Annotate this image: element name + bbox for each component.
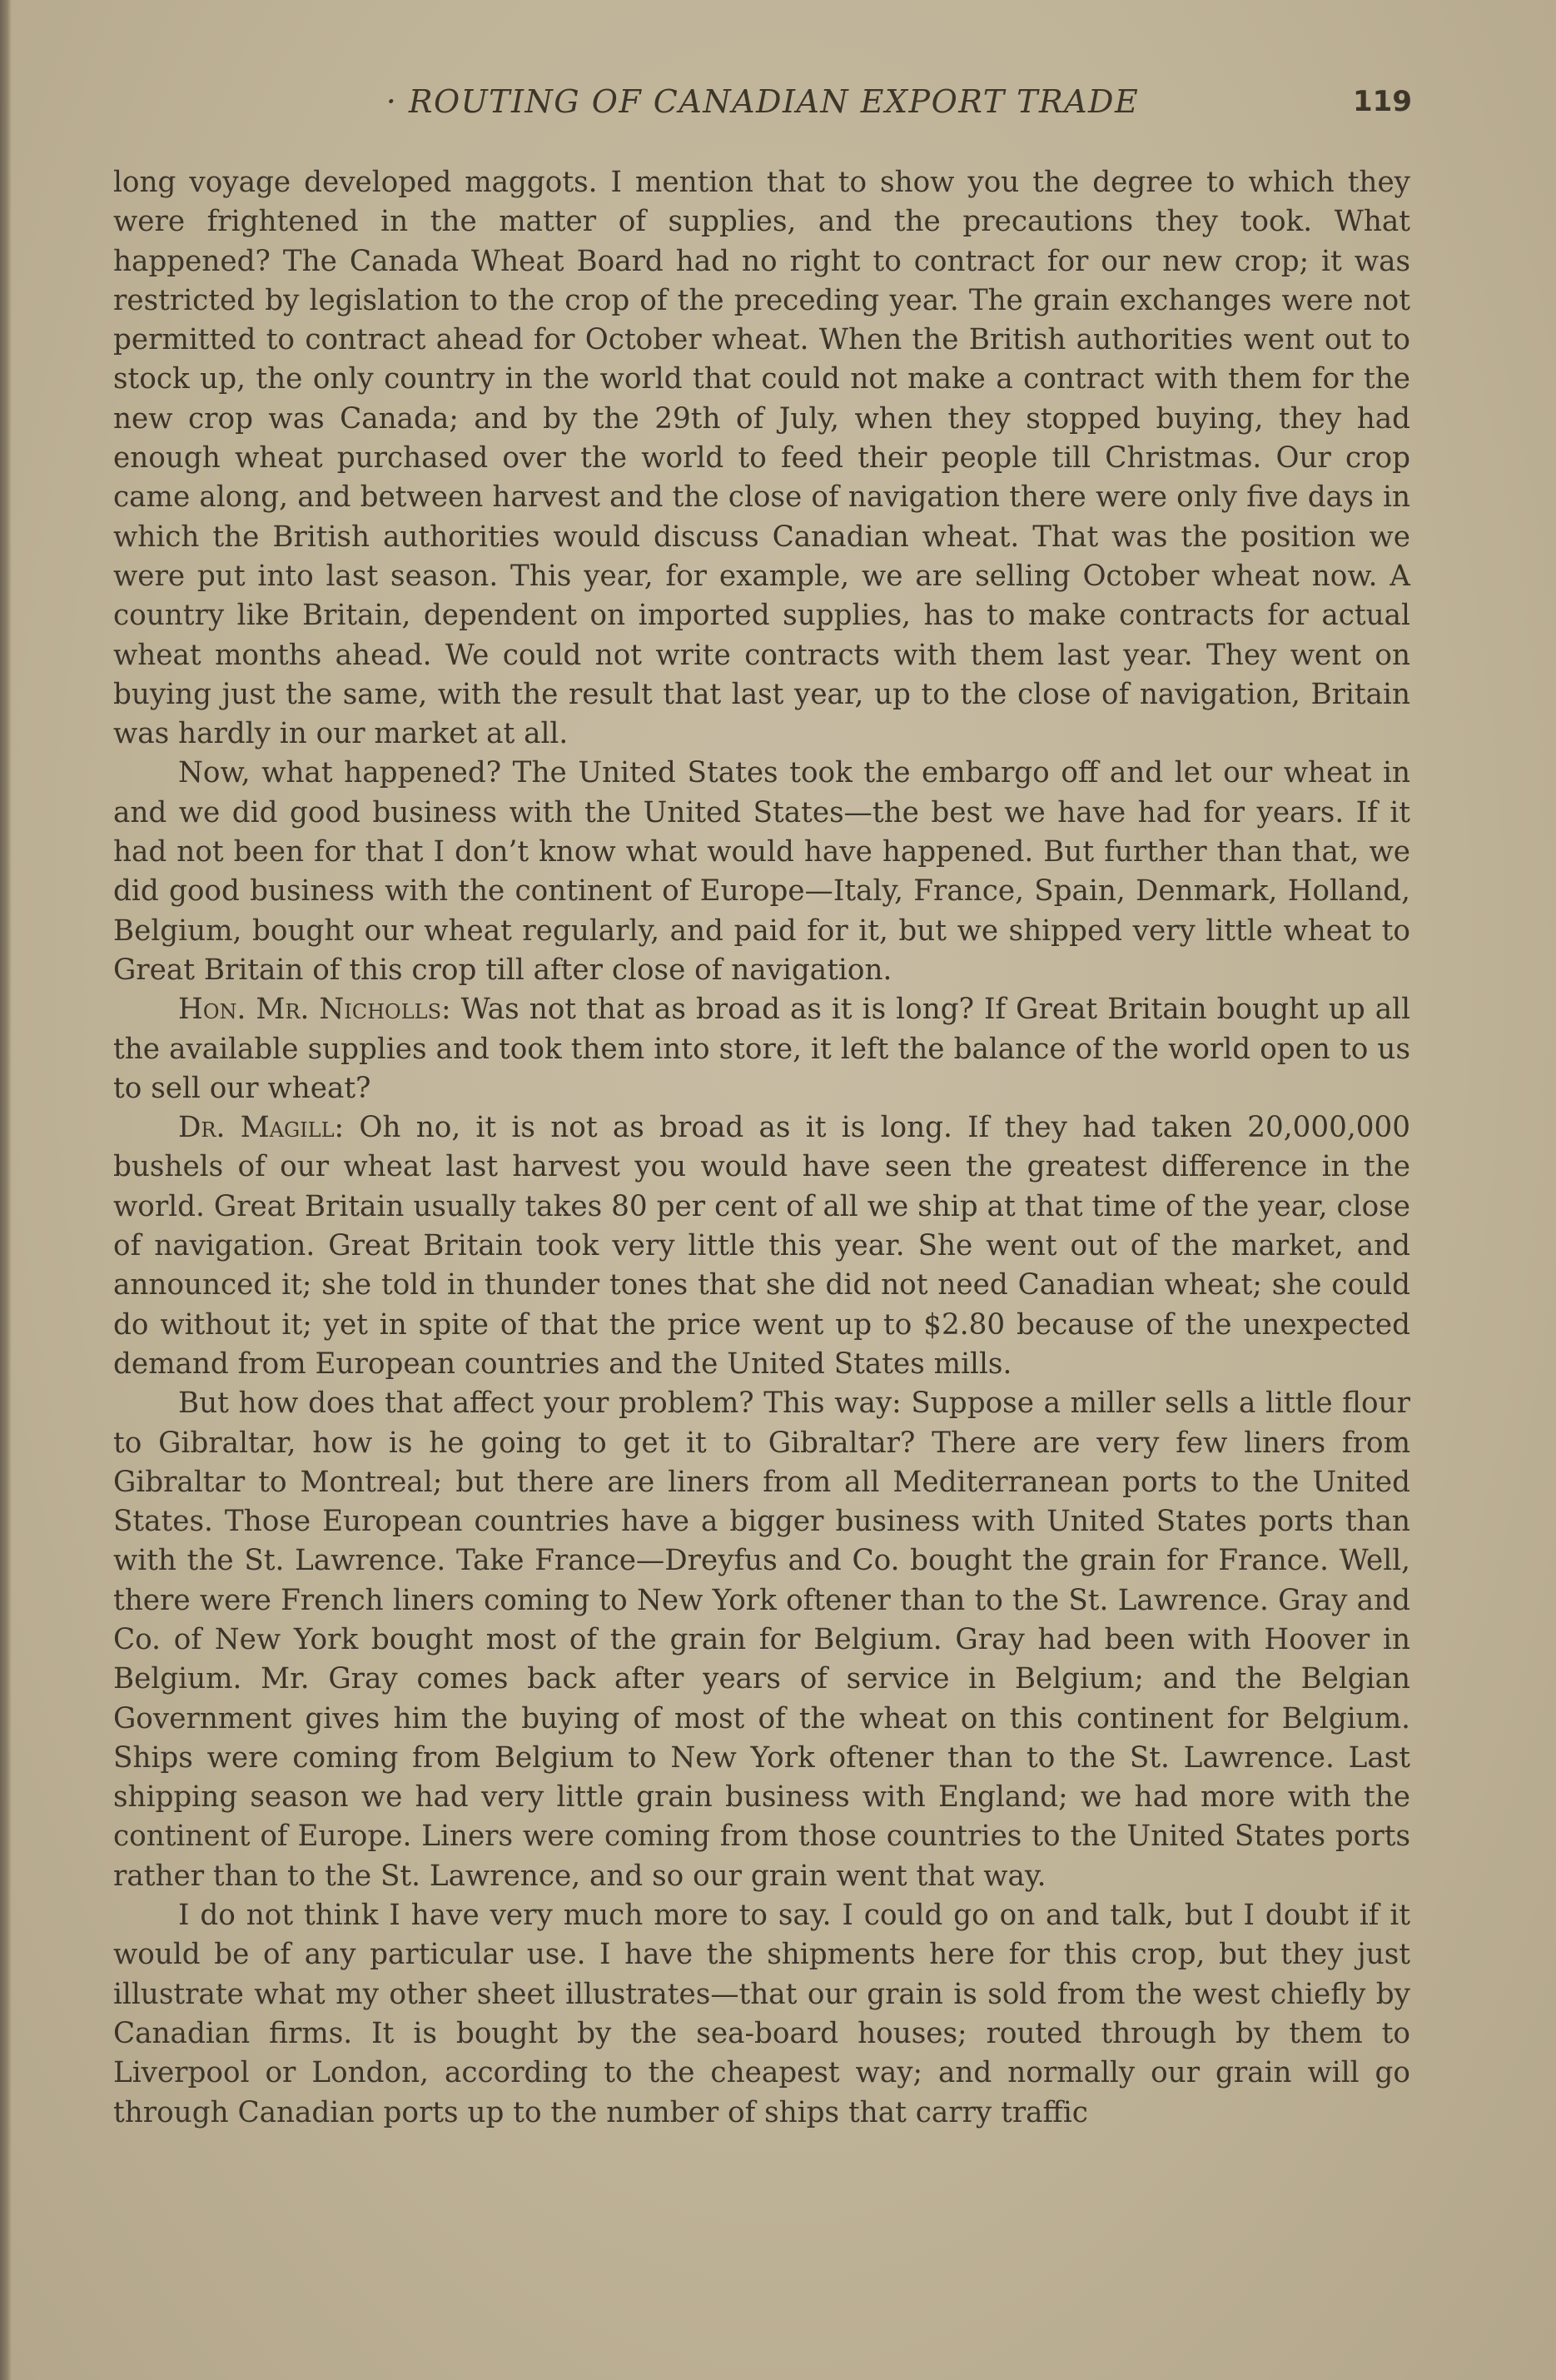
running-head: · ROUTING OF CANADIAN EXPORT TRADE <box>385 83 1140 120</box>
paragraph: long voyage developed maggots. I mention that to show you the degree to which they were frightened in the matter of supplies, and the precautions they took. What happened? The Canada Wheat Board had no right to contract for our new crop; it was restricted by legislation to the crop of the preceding year. The grain exchanges were not permitted to contract ahead for October wheat. When the British authorities went out to stock up, the only country in the world that could not make a contract with them for the new crop was Canada; and by the 29th of July, when they stopped buying, they had enough wheat purchased over the world to feed their people till Christmas. Our crop came along, and between harvest and the close of navigation there were only five days in which the British authorities would discuss Canadian wheat. That was the position we were put into last season. This year, for example, we are selling October wheat now. A country like Britain, dependent on imported supplies, has to make contracts for actual wheat months ahead. We could not write contracts with them last year. They went on buying just the same, with the result that last year, up to the close of navigation, Britain was hardly in our market at all. <box>113 166 1410 751</box>
paragraph: I do not think I have very much more to say. I could go on and talk, but I doubt if it would be of any particular use. I have the shipments here for this crop, but they just illustrate what my other sheet illustrates—that our grain is sold from the west chiefly by Canadian firms. It is bought by the sea-board houses; routed through by them to Liverpool or London, according to the cheapest way; and normally our grain will go through Canadian ports up to the number of ships that carry traffic <box>113 1899 1410 2129</box>
page-number: 119 <box>1353 85 1412 118</box>
speaker-name: Dr. Magill: <box>178 1111 345 1145</box>
body-text <box>113 163 1410 2133</box>
speech-text: Was not that as broad as it is long? If Great Britain bought up all the available supplies and took them into store, it left the balance of the world open to us to sell our wheat? <box>113 993 1410 1105</box>
binding-edge-shadow <box>0 0 12 2380</box>
dialogue-paragraph <box>113 990 1410 1108</box>
page-header <box>113 83 1412 133</box>
dialogue-paragraph <box>113 1108 1410 1384</box>
speaker-name: Hon. Mr. Nicholls: <box>178 993 451 1027</box>
speech-text: Oh no, it is not as broad as it is long. If they had taken 20,000,000 bushels of our wheat last harvest you would have seen the greatest difference in the world. Great Britain usually takes 80 per cent of all we ship at that time of the year, close of navigation. Great Britain took very little this year. She went out of the market, and announced it; she told in thunder tones that she did not need Canadian wheat; she could do without it; yet in spite of that the price went up to $2.80 because of the unexpected demand from European countries and the United States mills. <box>113 1111 1410 1381</box>
paragraph: But how does that affect your problem? This way: Suppose a miller sells a little flour to Gibraltar, how is he going to get it to Gibraltar? There are very few liners from Gibraltar to Montreal; but there are liners from all Mediterranean ports to the United States. Those European countries have a bigger business with United States ports than with the St. Lawrence. Take France—Dreyfus and Co. bought the grain for France. Well, there were French liners coming to New York oftener than to the St. Lawrence. Gray and Co. of New York bought most of the grain for Belgium. Gray had been with Hoover in Belgium. Mr. Gray comes back after years of service in Belgium; and the Belgian Government gives him the buying of most of the wheat on this continent for Belgium. Ships were coming from Belgium to New York oftener than to the St. Lawrence. Last shipping season we had very little grain business with England; we had more with the continent of Europe. Liners were coming from those countries to the United States ports rather than to the St. Lawrence, and so our grain went that way. <box>113 1387 1410 1893</box>
paragraph: Now, what happened? The United States took the embargo off and let our wheat in and we did good business with the United States—the best we have had for years. If it had not been for that I don’t know what would have happened. But further than that, we did good business with the continent of Europe—Italy, France, Spain, Denmark, Holland, Belgium, bought our wheat regularly, and paid for it, but we shipped very little wheat to Great Britain of this crop till after close of navigation. <box>113 756 1410 987</box>
